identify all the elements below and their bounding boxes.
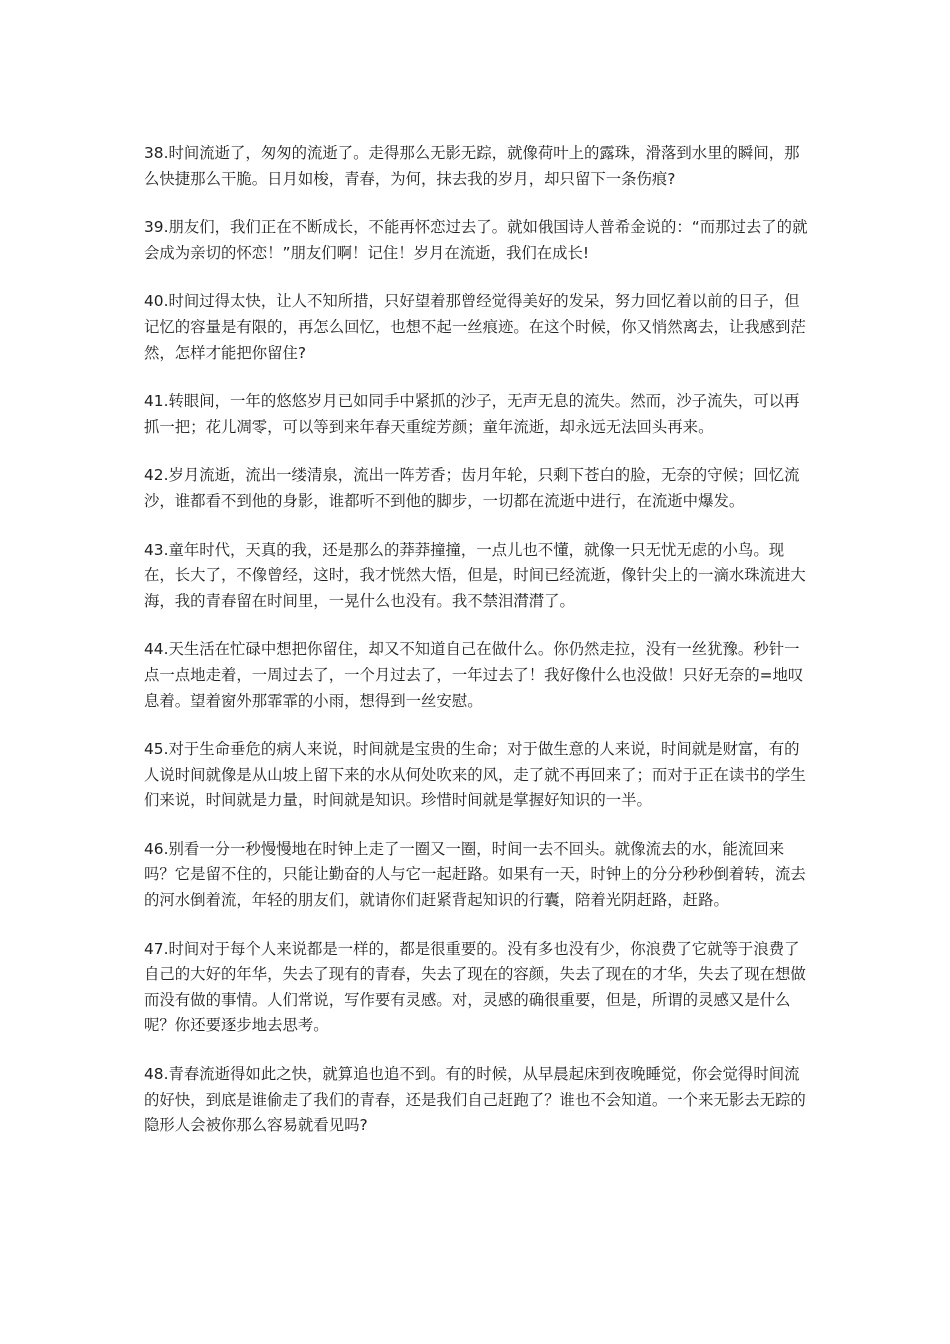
document-body (144, 141, 814, 1162)
paragraph-45: 45.对于生命垂危的病人来说，时间就是宝贵的生命；对于做生意的人来说，时间就是财富，有的人说时间就像是从山坡上留下来的水从何处吹来的风，走了就不再回来了；而对于正在读书的学生们来说，时间就是力量，时间就是知识。珍惜时间就是掌握好知识的一半。 (144, 740, 806, 810)
paragraph-44: 44.天生活在忙碌中想把你留住，却又不知道自己在做什么。你仍然走拉，没有一丝犹豫。秒针一点一点地走着，一周过去了，一个月过去了，一年过去了！我好像什么也没做！只好无奈的=地叹息着。望着窗外那霏霏的小雨，想得到一丝安慰。 (144, 640, 804, 710)
paragraph-42: 42.岁月流逝，流出一缕清泉，流出一阵芳香；齿月年轮，只剩下苍白的脸，无奈的守候；回忆流沙，谁都看不到他的身影，谁都听不到他的脚步，一切都在流逝中进行，在流逝中爆发。 (144, 466, 800, 510)
paragraph-46: 46.别看一分一秒慢慢地在时钟上走了一圈又一圈，时间一去不回头。就像流去的水，能流回来吗？它是留不住的，只能让勤奋的人与它一起赶路。如果有一天，时钟上的分分秒秒倒着转，流去的河水倒着流，年轻的朋友们，就请你们赶紧背起知识的行囊，陪着光阴赶路，赶路。 (144, 839, 806, 910)
paragraph-39: 39.朋友们，我们正在不断成长，不能再怀恋过去了。就如俄国诗人普希金说的：“而那过去了的就会成为亲切的怀恋！”朋友们啊！记住！岁月在流逝，我们在成长! (144, 218, 808, 262)
paragraph-41: 41.转眼间，一年的悠悠岁月已如同手中紧抓的沙子，无声无息的流失。然而，沙子流失，可以再抓一把；花儿凋零，可以等到来年春天重绽芳颜；童年流逝，却永远无法回头再来。 (144, 392, 800, 436)
paragraph-47: 47.时间对于每个人来说都是一样的，都是很重要的。没有多也没有少，你浪费了它就等于浪费了自己的大好的年华，失去了现有的青春，失去了现在的容颜，失去了现在的才华，失去了现在想做而没有做的事情。人们常说，写作要有灵感。对，灵感的确很重要，但是，所谓的灵感又是什么呢？你还要逐步地去思考。 (144, 939, 806, 1035)
paragraph-38: 38.时间流逝了，匆匆的流逝了。走得那么无影无踪，就像荷叶上的露珠，滑落到水里的瞬间，那么快捷那么干脆。日月如梭，青春，为何，抹去我的岁月，却只留下一条伤痕? (144, 144, 800, 188)
paragraph-43: 43.童年时代，天真的我，还是那么的莽莽撞撞，一点儿也不懂，就像一只无忧无虑的小鸟。现在，长大了，不像曾经，这时，我才恍然大悟，但是，时间已经流逝，像针尖上的一滴水珠流进大海，我的青春留在时间里，一晃什么也没有。我不禁泪潸潸了。 (144, 540, 806, 610)
paragraph-48: 48.青春流逝得如此之快，就算追也追不到。有的时候，从早晨起床到夜晚睡觉，你会觉得时间流的好快，到底是谁偷走了我们的青春，还是我们自己赶跑了？谁也不会知道。一个来无影去无踪的隐形人会被你那么容易就看见吗? (144, 1065, 806, 1135)
paragraph-40: 40.时间过得太快，让人不知所措，只好望着那曾经觉得美好的发呆，努力回忆着以前的日子，但记忆的容量是有限的，再怎么回忆，也想不起一丝痕迹。在这个时候，你又悄然离去，让我感到茫然，怎样才能把你留住? (144, 292, 806, 362)
